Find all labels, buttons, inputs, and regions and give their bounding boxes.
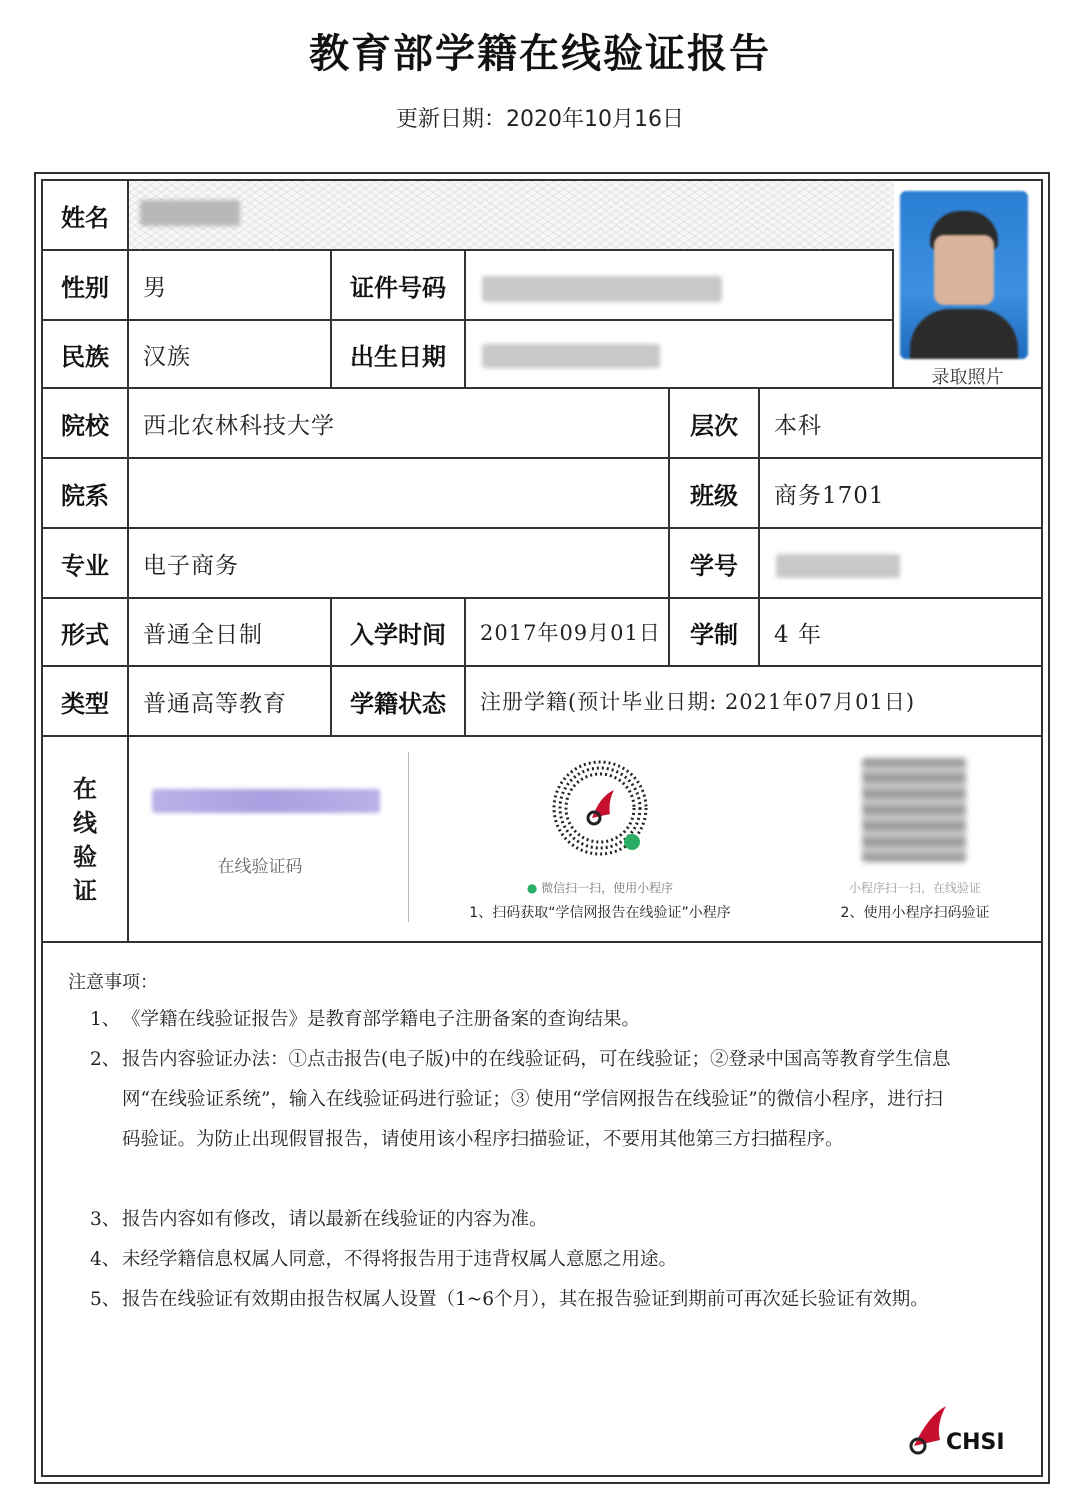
wechat-hint-text: 微信扫一扫，使用小程序 — [541, 881, 674, 895]
label-gender: 性别 — [43, 251, 129, 321]
qr-code-redacted — [862, 758, 966, 862]
label-duration: 学制 — [670, 599, 760, 667]
label-school: 院校 — [43, 389, 129, 459]
verify-code-redacted[interactable] — [152, 789, 380, 813]
label-birth-date: 出生日期 — [332, 321, 466, 389]
verify-char: 线 — [73, 808, 97, 837]
note-item — [90, 1240, 960, 1280]
value-status: 注册学籍(预计毕业日期: 2021年07月01日) — [466, 667, 1041, 737]
label-student-id: 学号 — [670, 529, 760, 599]
note-text: 报告内容如有修改，请以最新在线验证的内容为准。 — [122, 1209, 548, 1230]
value-type: 普通高等教育 — [129, 667, 332, 737]
student-id-redacted — [776, 554, 900, 578]
notes-title: 注意事项： — [68, 972, 158, 993]
value-form: 普通全日制 — [129, 599, 332, 667]
verify-char: 验 — [73, 842, 97, 871]
name-value-background — [129, 181, 894, 251]
label-department: 院系 — [43, 459, 129, 529]
update-date-value: 2020年10月16日 — [506, 107, 684, 132]
label-enroll-time: 入学时间 — [332, 599, 466, 667]
birth-date-redacted — [482, 344, 660, 368]
note-text: 《学籍在线验证报告》是教育部学籍电子注册备案的查询结果。 — [122, 1009, 641, 1030]
verify-char: 证 — [73, 876, 97, 905]
value-duration: 4 年 — [760, 599, 1041, 667]
student-photo — [900, 191, 1028, 359]
label-name: 姓名 — [43, 181, 129, 251]
label-status: 学籍状态 — [332, 667, 466, 737]
verify-code-caption: 在线验证码 — [217, 857, 303, 877]
note-item — [90, 1280, 960, 1320]
photo-caption: 录取照片 — [931, 367, 1004, 388]
mini-program-hint: 小程序扫一扫，在线验证 — [848, 881, 981, 895]
value-gender: 男 — [129, 251, 332, 321]
value-level: 本科 — [760, 389, 1041, 459]
mini-program-code — [548, 756, 652, 860]
label-ethnicity: 民族 — [43, 321, 129, 389]
note-text: 报告在线验证有效期由报告权属人设置（1~6个月），其在报告验证到期前可再次延长验证有效期。 — [122, 1289, 929, 1310]
id-number-redacted — [482, 276, 722, 302]
label-id-number: 证件号码 — [332, 251, 466, 321]
label-form: 形式 — [43, 599, 129, 667]
label-class: 班级 — [670, 459, 760, 529]
note-item — [90, 1200, 960, 1240]
label-major: 专业 — [43, 529, 129, 599]
wechat-hint — [500, 879, 700, 896]
value-department — [129, 459, 670, 529]
name-value-redacted — [140, 200, 240, 226]
note-item — [90, 1040, 960, 1160]
note-text: 报告内容验证办法：①点击报告(电子版)中的在线验证码，可在线验证；②登录中国高等教育学生信息网“在线验证系统”，输入在线验证码进行验证；③ 使用“学信网报告在线验证”的微信小程序，进行扫码验证。为防止出现假冒报告，请使用该小程序扫描验证，不要用其他第三方扫描程序。 — [122, 1049, 951, 1150]
photo-cell — [894, 181, 1041, 389]
label-type: 类型 — [43, 667, 129, 737]
online-verify-label — [43, 737, 129, 942]
verify-step-1: 1、扫码获取“学信网报告在线验证”小程序 — [469, 905, 731, 921]
value-school: 西北农林科技大学 — [129, 389, 670, 459]
note-num: 1、 — [90, 1009, 121, 1030]
report-title: 教育部学籍在线验证报告 — [309, 31, 771, 77]
value-ethnicity: 汉族 — [129, 321, 332, 389]
note-text: 未经学籍信息权属人同意，不得将报告用于违背权属人意愿之用途。 — [122, 1249, 678, 1270]
note-num: 4、 — [90, 1249, 121, 1270]
verify-bottom-border — [43, 941, 1041, 943]
value-enroll-time: 2017年09月01日 — [466, 599, 670, 667]
label-level: 层次 — [670, 389, 760, 459]
update-date-label: 更新日期： — [396, 107, 507, 132]
update-date — [0, 102, 1080, 133]
verify-separator — [408, 752, 409, 922]
wechat-icon: ● — [526, 881, 538, 895]
value-class: 商务1701 — [760, 459, 1041, 529]
note-num: 2、 — [90, 1049, 121, 1070]
note-num: 3、 — [90, 1209, 121, 1230]
note-item — [90, 1000, 960, 1040]
value-major: 电子商务 — [129, 529, 670, 599]
verify-step-2: 2、使用小程序扫码验证 — [840, 905, 990, 921]
chsi-logo-text: CHSI — [946, 1430, 1005, 1455]
note-num: 5、 — [90, 1289, 121, 1310]
verify-char: 在 — [73, 774, 97, 803]
